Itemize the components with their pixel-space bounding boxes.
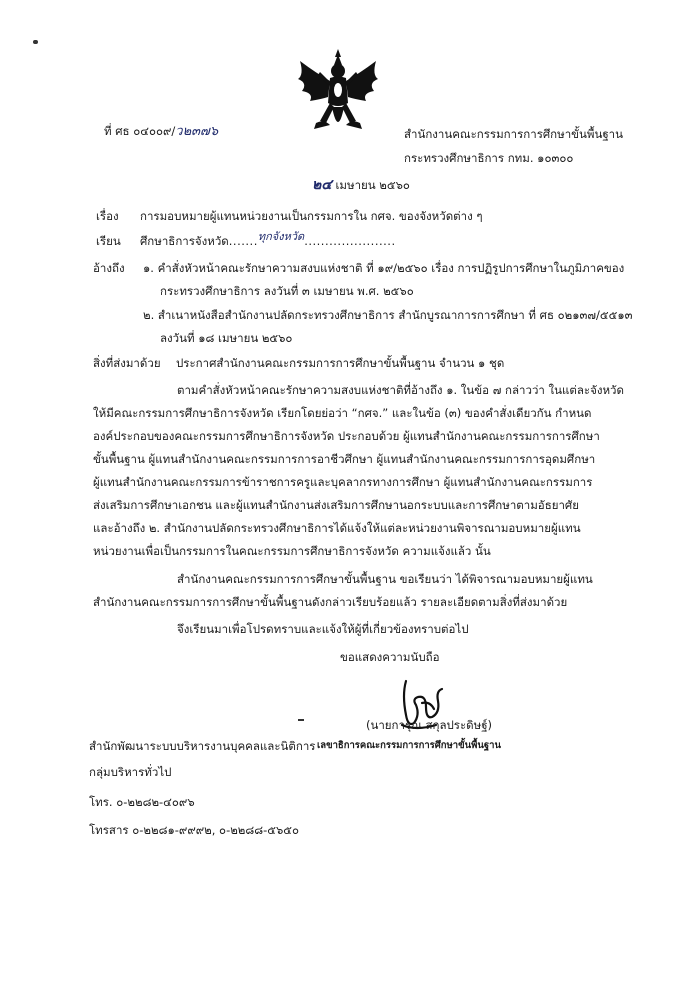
to-dots-left: ....... bbox=[228, 234, 258, 248]
footer-phone: โทร. ๐-๒๒๘๒-๔๐๙๖ bbox=[89, 795, 195, 809]
reference-number-value: ๐๔๐๐๙/ bbox=[133, 124, 176, 138]
body-p1-line-6: ส่งเสริมการศึกษาเอกชน และผู้แทนสำนักงานส่งเสริมการศึกษานอกระบบและการศึกษาตามอัธยาศัย bbox=[93, 498, 579, 512]
to-text: ศึกษาธิการจังหวัด bbox=[140, 234, 229, 248]
reference-item-2-line-1: ๒. สำเนาหนังสือสำนักงานปลัดกระทรวงศึกษาธิการ สำนักบูรณาการการศึกษา ที่ ศธ ๐๒๑๓๗/๕๕๑๓ bbox=[143, 308, 633, 322]
to-label: เรียน bbox=[96, 234, 121, 248]
office-name: สำนักงานคณะกรรมการการศึกษาขั้นพื้นฐาน bbox=[404, 127, 623, 141]
body-p1-line-1: ตามคำสั่งหัวหน้าคณะรักษาความสงบแห่งชาติที่อ้างถึง ๑. ในข้อ ๗ กล่าวว่า ในแต่ละจังหวัด bbox=[177, 383, 624, 397]
garuda-emblem-icon bbox=[290, 45, 386, 141]
body-p1-line-8: หน่วยงานเพื่อเป็นกรรมการในคณะกรรมการศึกษาธิการจังหวัด ความแจ้งแล้ว นั้น bbox=[93, 544, 491, 558]
body-p1-line-3: องค์ประกอบของคณะกรรมการศึกษาธิการจังหวัด ประกอบด้วย ผู้แทนสำนักงานคณะกรรมการการศึกษา bbox=[93, 429, 600, 443]
body-p3: จึงเรียนมาเพื่อโปรดทราบและแจ้งให้ผู้ที่เกี่ยวข้องทราบต่อไป bbox=[177, 622, 469, 636]
to-line bbox=[140, 230, 396, 249]
scan-mark bbox=[33, 40, 38, 44]
body-p2-line-2: สำนักงานคณะกรรมการการศึกษาขั้นพื้นฐานดังกล่าวเรียบร้อยแล้ว รายละเอียดตามสิ่งที่ส่งมาด้วย bbox=[93, 595, 568, 609]
body-p1-line-2: ให้มีคณะกรรมการศึกษาธิการจังหวัด เรียกโดยย่อว่า “กศจ.” และในข้อ (๓) ของคำสั่งเดียวกัน กำหนด bbox=[93, 406, 592, 420]
date-day-handwritten: ๒๔ bbox=[312, 177, 332, 193]
signer-name: (นายการุณ สกุลประดิษฐ์) bbox=[366, 718, 493, 732]
to-handwritten: ทุกจังหวัด bbox=[257, 230, 305, 243]
date-month-year: เมษายน ๒๕๖๐ bbox=[335, 178, 410, 192]
footer-group: กลุ่มบริหารทั่วไป bbox=[89, 765, 172, 779]
enclosure-label: สิ่งที่ส่งมาด้วย bbox=[93, 356, 161, 370]
body-p1-line-7: และอ้างถึง ๒. สำนักงานปลัดกระทรวงศึกษาธิการได้แจ้งให้แต่ละหน่วยงานพิจารณามอบหมายผู้แทน bbox=[93, 521, 581, 535]
closing-salutation: ขอแสดงความนับถือ bbox=[340, 650, 440, 664]
to-dots-right: ...................... bbox=[304, 234, 396, 248]
reference-item-2-line-2: ลงวันที่ ๑๘ เมษายน ๒๕๖๐ bbox=[160, 331, 293, 345]
subject-label: เรื่อง bbox=[96, 209, 119, 223]
reference-item-1-line-1: ๑. คำสั่งหัวหน้าคณะรักษาความสงบแห่งชาติ ที่ ๑๙/๒๕๖๐ เรื่อง การปฏิรูปการศึกษาในภูมิภาคของ bbox=[143, 261, 625, 275]
enclosure-text: ประกาศสำนักงานคณะกรรมการการศึกษาขั้นพื้นฐาน จำนวน ๑ ชุด bbox=[176, 356, 505, 370]
reference-number bbox=[104, 124, 218, 139]
footer-department: สำนักพัฒนาระบบบริหารงานบุคคลและนิติการ bbox=[89, 739, 316, 753]
signer-title: เลขาธิการคณะกรรมการการศึกษาขั้นพื้นฐาน bbox=[317, 740, 501, 751]
letter-date bbox=[312, 178, 410, 192]
footer-fax: โทรสาร ๐-๒๒๘๑-๙๙๙๒, ๐-๒๒๘๘-๕๖๕๐ bbox=[89, 823, 300, 837]
office-address: กระทรวงศึกษาธิการ กทม. ๑๐๓๐๐ bbox=[404, 151, 574, 165]
reference-item-1-line-2: กระทรวงศึกษาธิการ ลงวันที่ ๓ เมษายน พ.ศ. ๒๕๖๐ bbox=[160, 284, 414, 298]
body-p1-line-5: ผู้แทนสำนักงานคณะกรรมการข้าราชการครูและบุคลากรทางการศึกษา ผู้แทนสำนักงานคณะกรรมการ bbox=[93, 475, 593, 489]
reference-number-label: ที่ ศธ bbox=[104, 124, 130, 138]
reference-number-handwritten: ว๒๓๗๖ bbox=[175, 124, 219, 139]
body-p2-line-1: สำนักงานคณะกรรมการการศึกษาขั้นพื้นฐาน ขอเรียนว่า ได้พิจารณามอบหมายผู้แทน bbox=[177, 572, 593, 586]
reference-label: อ้างถึง bbox=[93, 261, 125, 275]
body-p1-line-4: ขั้นพื้นฐาน ผู้แทนสำนักงานคณะกรรมการการอาชีวศึกษา ผู้แทนสำนักงานคณะกรรมการการอุดมศึกษา bbox=[93, 452, 596, 466]
signature-dash bbox=[298, 719, 304, 721]
subject-text: การมอบหมายผู้แทนหน่วยงานเป็นกรรมการใน กศจ. ของจังหวัดต่าง ๆ bbox=[140, 209, 483, 223]
